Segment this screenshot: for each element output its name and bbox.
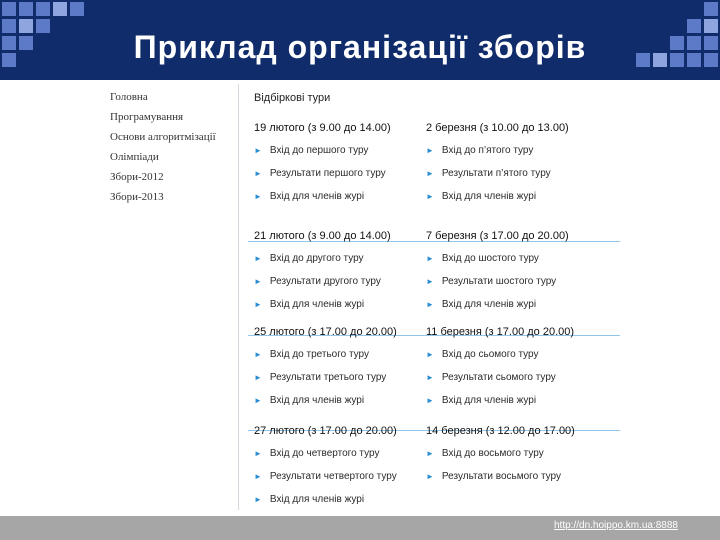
arrow-right-icon: ► <box>254 169 262 178</box>
arrow-right-icon: ► <box>426 254 434 263</box>
round-date: 2 березня (з 10.00 до 13.00) <box>426 122 569 134</box>
arrow-right-icon: ► <box>254 277 262 286</box>
arrow-right-icon: ► <box>254 495 262 504</box>
round-link[interactable]: ► Вхід до шостого туру <box>426 247 596 270</box>
round-link[interactable]: ► Вхід до першого туру <box>254 139 424 162</box>
round-link[interactable]: ► Результати шостого туру <box>426 270 596 293</box>
round-link[interactable]: ► Вхід до п’ятого туру <box>426 139 596 162</box>
round-link[interactable]: ► Результати восьмого туру <box>426 465 596 488</box>
arrow-right-icon: ► <box>254 192 262 201</box>
slide-title: Приклад організації зборів <box>133 29 587 65</box>
arrow-right-icon: ► <box>254 472 262 481</box>
decor-square <box>2 2 16 16</box>
sidebar-item-camp-2012[interactable]: Збори-2012 <box>110 171 164 183</box>
round-date: 21 лютого (з 9.00 до 14.00) <box>254 230 391 242</box>
round-link[interactable]: ► Вхід до другого туру <box>254 247 424 270</box>
round-link[interactable]: ► Вхід для членів журі <box>426 389 596 412</box>
arrow-right-icon: ► <box>426 146 434 155</box>
arrow-right-icon: ► <box>254 350 262 359</box>
round-link[interactable]: ► Вхід для членів журі <box>254 185 424 208</box>
arrow-right-icon: ► <box>426 300 434 309</box>
sidebar-menu <box>110 87 240 207</box>
round-block <box>426 225 596 316</box>
round-block <box>254 117 424 208</box>
arrow-right-icon: ► <box>426 169 434 178</box>
decor-square <box>70 2 84 16</box>
decor-square <box>704 2 718 16</box>
round-block <box>254 225 424 316</box>
round-link[interactable]: ► Вхід до сьомого туру <box>426 343 596 366</box>
round-date: 11 березня (з 17.00 до 20.00) <box>426 326 575 338</box>
arrow-right-icon: ► <box>254 254 262 263</box>
round-block <box>426 420 596 488</box>
arrow-right-icon: ► <box>254 449 262 458</box>
decor-square <box>19 2 33 16</box>
arrow-right-icon: ► <box>254 396 262 405</box>
round-link[interactable]: ► Результати другого туру <box>254 270 424 293</box>
round-link[interactable]: ► Вхід до третього туру <box>254 343 424 366</box>
arrow-right-icon: ► <box>426 472 434 481</box>
round-date: 19 лютого (з 9.00 до 14.00) <box>254 122 391 134</box>
round-date: 27 лютого (з 17.00 до 20.00) <box>254 425 397 437</box>
round-block <box>426 321 596 412</box>
round-link[interactable]: ► Вхід для членів журі <box>426 185 596 208</box>
round-block <box>426 117 596 208</box>
slide-header <box>0 0 720 80</box>
round-link[interactable]: ► Вхід для членів журі <box>254 293 424 316</box>
decor-square <box>53 2 67 16</box>
round-link[interactable]: ► Результати першого туру <box>254 162 424 185</box>
round-date: 14 березня (з 12.00 до 17.00) <box>426 425 575 437</box>
arrow-right-icon: ► <box>426 350 434 359</box>
round-link[interactable]: ► Вхід до восьмого туру <box>426 442 596 465</box>
round-link[interactable]: ► Вхід для членів журі <box>254 389 424 412</box>
sidebar-item-camp-2013[interactable]: Збори-2013 <box>110 191 164 203</box>
round-link[interactable]: ► Результати сьомого туру <box>426 366 596 389</box>
panel-title: Відбіркові тури <box>254 92 331 104</box>
round-link[interactable]: ► Вхід до четвертого туру <box>254 442 424 465</box>
arrow-right-icon: ► <box>254 373 262 382</box>
decor-square <box>36 2 50 16</box>
footer-link[interactable]: http://dn.hoippo.km.ua:8888 <box>554 520 678 531</box>
arrow-right-icon: ► <box>426 277 434 286</box>
round-link[interactable]: ► Вхід для членів журі <box>254 488 424 511</box>
sidebar-item-home[interactable]: Головна <box>110 91 148 103</box>
round-block <box>254 420 424 511</box>
sidebar-item-programming[interactable]: Програмування <box>110 111 184 123</box>
arrow-right-icon: ► <box>426 449 434 458</box>
round-link[interactable]: ► Вхід для членів журі <box>426 293 596 316</box>
vertical-divider <box>238 84 239 510</box>
arrow-right-icon: ► <box>426 396 434 405</box>
arrow-right-icon: ► <box>426 192 434 201</box>
sidebar-item-olympiads[interactable]: Олімпіади <box>110 151 159 163</box>
round-date: 7 березня (з 17.00 до 20.00) <box>426 230 569 242</box>
arrow-right-icon: ► <box>254 300 262 309</box>
round-date: 25 лютого (з 17.00 до 20.00) <box>254 326 397 338</box>
round-link[interactable]: ► Результати четвертого туру <box>254 465 424 488</box>
sidebar-item-algorithms[interactable]: Основи алгоритмізації <box>110 131 216 143</box>
round-link[interactable]: ► Результати п’ятого туру <box>426 162 596 185</box>
arrow-right-icon: ► <box>426 373 434 382</box>
round-link[interactable]: ► Результати третього туру <box>254 366 424 389</box>
arrow-right-icon: ► <box>254 146 262 155</box>
round-block <box>254 321 424 412</box>
